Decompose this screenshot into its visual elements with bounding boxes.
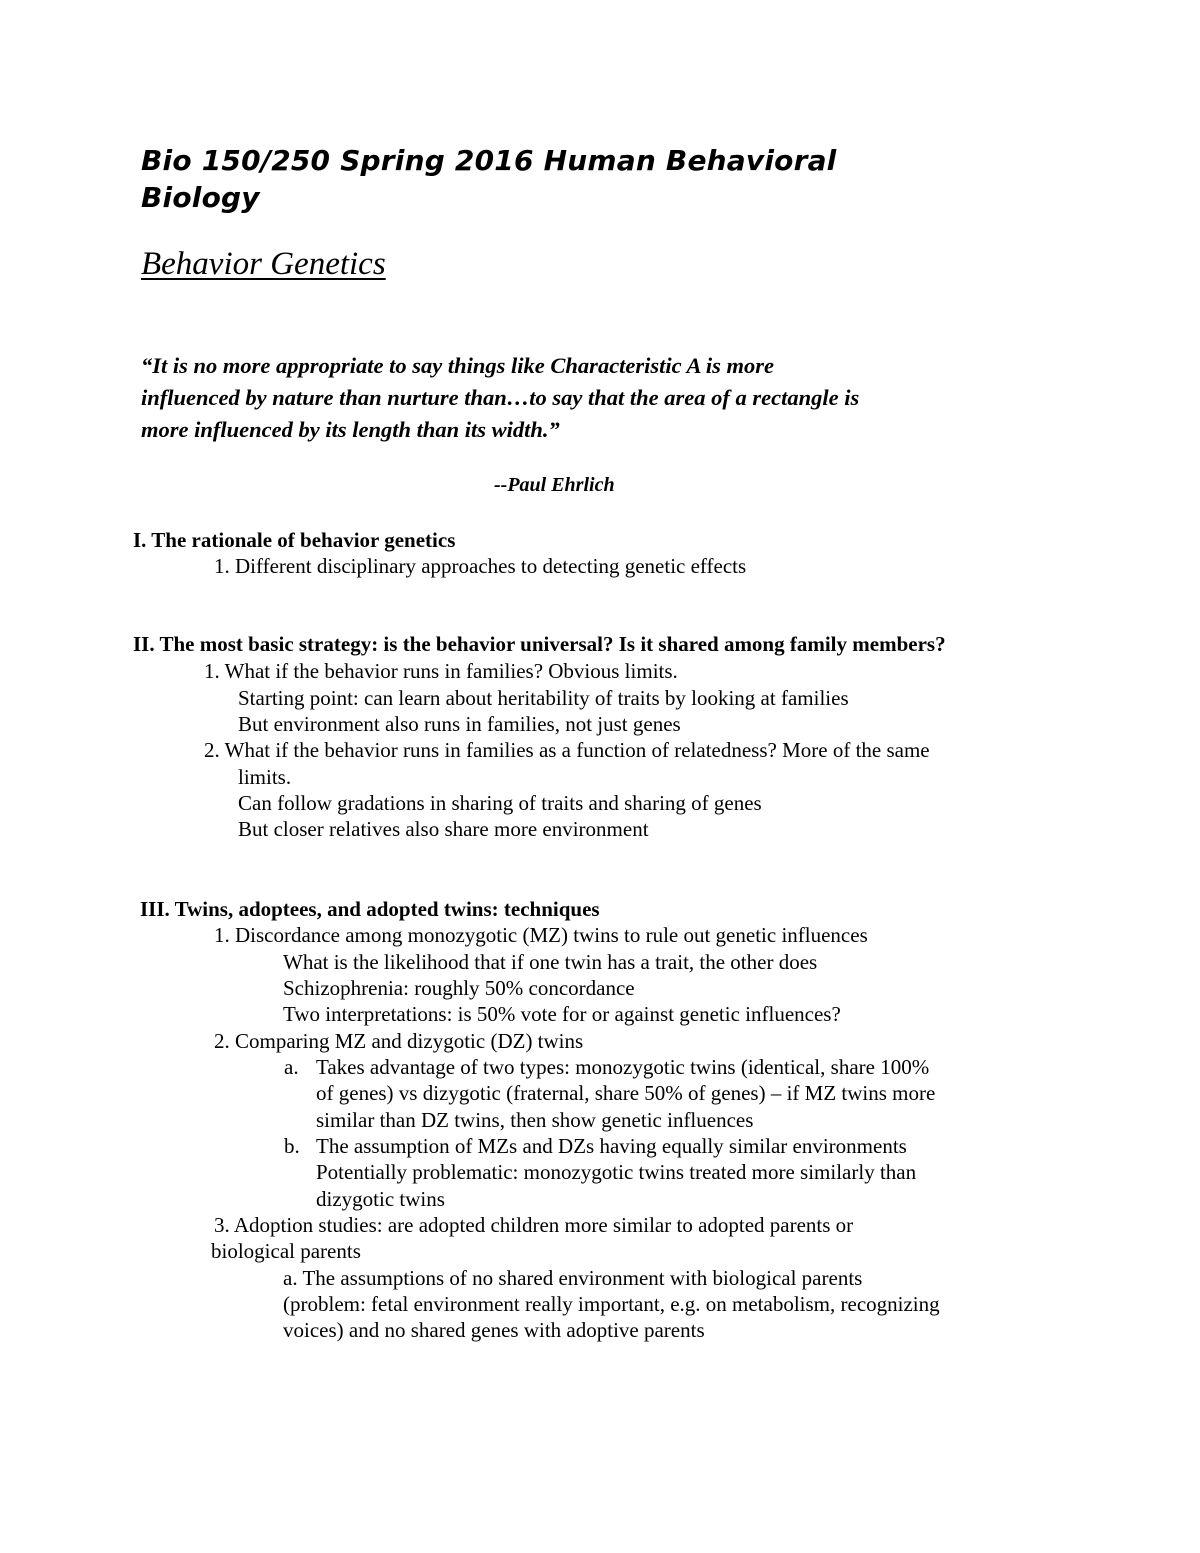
list-item-detail: Can follow gradations in sharing of traits and sharing of genes: [238, 791, 762, 815]
list-item: 1. Different disciplinary approaches to detecting genetic effects: [214, 554, 747, 578]
sub-item-text: a. The assumptions of no shared environment with biological parents: [283, 1266, 863, 1290]
quote-line-2: influenced by nature than nurture than…to say that the area of a rectangle is: [141, 385, 860, 410]
list-item: 2. What if the behavior runs in families as a function of relatedness? More of the same: [204, 738, 930, 762]
quote-attribution: --Paul Ehrlich: [494, 474, 615, 496]
list-item-continuation: biological parents: [211, 1239, 361, 1263]
list-item-continuation: limits.: [238, 765, 292, 789]
list-item-detail: Schizophrenia: roughly 50% concordance: [283, 976, 635, 1000]
list-item: 3. Adoption studies: are adopted children more similar to adopted parents or: [214, 1213, 854, 1237]
section-heading: I. The rationale of behavior genetics: [133, 528, 456, 552]
sub-item-text: (problem: fetal environment really important, e.g. on metabolism, recognizing: [283, 1292, 940, 1316]
sub-item-marker: b.: [284, 1134, 300, 1158]
sub-item-text: The assumption of MZs and DZs having equally similar environments: [316, 1134, 907, 1158]
list-item-detail: But environment also runs in families, not just genes: [238, 712, 681, 736]
list-item-detail: But closer relatives also share more environment: [238, 817, 649, 841]
sub-item-text: Potentially problematic: monozygotic twins treated more similarly than: [316, 1160, 917, 1184]
sub-item-text: similar than DZ twins, then show genetic influences: [316, 1108, 754, 1132]
list-item: 2. Comparing MZ and dizygotic (DZ) twins: [214, 1029, 584, 1053]
sub-item-text: dizygotic twins: [316, 1187, 445, 1211]
course-title-line-2: Biology: [141, 181, 260, 214]
sub-item-text: voices) and no shared genes with adoptive parents: [283, 1318, 705, 1342]
quote-line-3: more influenced by its length than its width.”: [141, 417, 560, 442]
list-item: 1. What if the behavior runs in families? Obvious limits.: [204, 659, 678, 683]
list-item-detail: Starting point: can learn about heritability of traits by looking at families: [238, 686, 849, 710]
sub-item-marker: a.: [284, 1055, 299, 1079]
epigraph-quote: [141, 350, 859, 446]
course-title-line-1: Bio 150/250 Spring 2016 Human Behavioral: [141, 144, 837, 177]
section-heading: III. Twins, adoptees, and adopted twins: techniques: [140, 897, 600, 921]
sub-item-text: of genes) vs dizygotic (fraternal, share 50% of genes) – if MZ twins more: [316, 1081, 936, 1105]
list-item-detail: Two interpretations: is 50% vote for or against genetic influences?: [283, 1002, 841, 1026]
quote-line-1: “It is no more appropriate to say things like Characteristic A is more: [141, 353, 774, 378]
list-item-detail: What is the likelihood that if one twin has a trait, the other does: [283, 950, 818, 974]
list-item: 1. Discordance among monozygotic (MZ) twins to rule out genetic influences: [214, 923, 868, 947]
document-title: Behavior Genetics: [141, 246, 386, 282]
section-heading: II. The most basic strategy: is the behavior universal? Is it shared among family members?: [133, 632, 946, 656]
course-title: [141, 142, 836, 216]
sub-item-text: Takes advantage of two types: monozygotic twins (identical, share 100%: [316, 1055, 930, 1079]
